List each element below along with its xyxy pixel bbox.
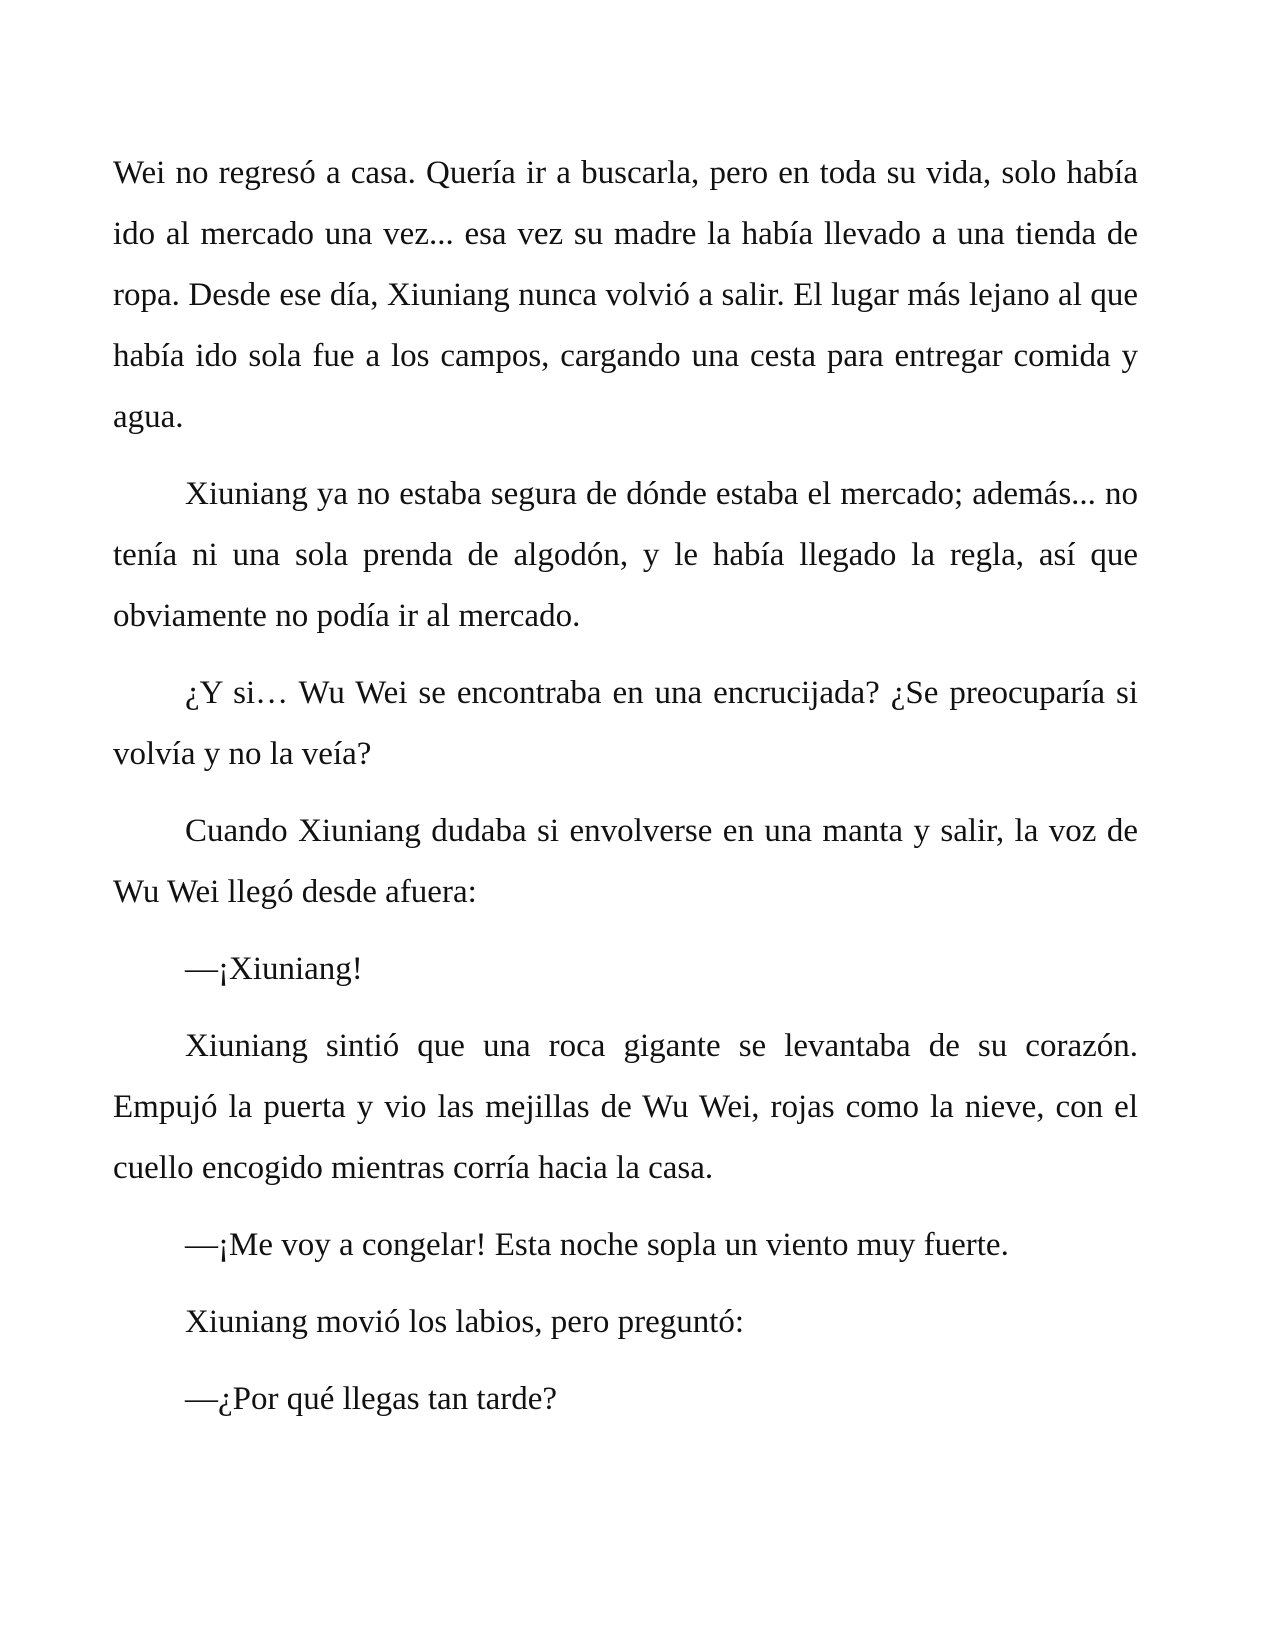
paragraph-3: ¿Y si… Wu Wei se encontraba en una encrucijada? ¿Se preocuparía si volvía y no la veía? (113, 675, 1138, 772)
paragraph-7-dialogue: —¡Me voy a congelar! Esta noche sopla un viento muy fuerte. (185, 1227, 1009, 1263)
paragraph-6: Xiuniang sintió que una roca gigante se levantaba de su corazón. Empujó la puerta y vio las mejillas de Wu Wei, rojas como la nieve, con el cuello encogido mientras corría hacia la casa. (113, 1028, 1138, 1186)
paragraph-1: Wei no regresó a casa. Quería ir a buscarla, pero en toda su vida, solo había ido al mercado una vez... esa vez su madre la había llevado a una tienda de ropa. Desde ese día, Xiuniang nunca volvió a salir. El lugar más lejano al que había ido sola fue a los campos, cargando una cesta para entregar comida y agua. (113, 155, 1138, 435)
paragraph-9-dialogue: —¿Por qué llegas tan tarde? (185, 1381, 558, 1417)
paragraph-8: Xiuniang movió los labios, pero preguntó: (185, 1304, 745, 1340)
body-text (113, 143, 1138, 1446)
paragraph-5-dialogue: —¡Xiuniang! (185, 951, 363, 987)
paragraph-4: Cuando Xiuniang dudaba si envolverse en una manta y salir, la voz de Wu Wei llegó desde afuera: (113, 813, 1138, 910)
paragraph-2: Xiuniang ya no estaba segura de dónde estaba el mercado; además... no tenía ni una sola prenda de algodón, y le había llegado la regla, así que obviamente no podía ir al mercado. (113, 476, 1138, 634)
